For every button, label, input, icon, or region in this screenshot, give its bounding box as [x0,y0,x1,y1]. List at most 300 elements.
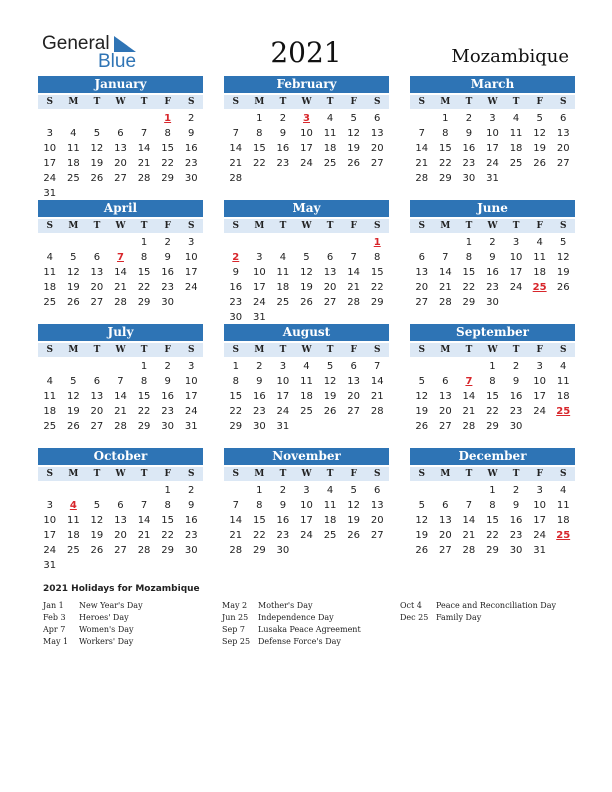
day-cell: 22 [161,530,174,541]
day-cell: 2 [164,237,171,248]
weekday-header [410,219,575,233]
holiday-name: Lusaka Peace Agreement [258,625,361,634]
day-cell: 25 [66,545,80,556]
weekday-label: S [46,469,54,479]
day-cell: 18 [556,515,570,526]
day-cell: 19 [347,143,360,154]
weekday-label: S [232,97,240,107]
day-cell: 9 [512,500,520,511]
weekday-label: S [418,97,426,107]
day-cell: 24 [184,282,198,293]
day-cell: 5 [93,128,101,139]
weekday-label: M [254,345,265,355]
day-cell: 30 [486,297,499,308]
holiday-name: New Year's Day [79,601,143,610]
weekday-header [38,343,203,357]
holiday-date: Dec 25 [400,613,429,622]
day-cell: 16 [252,391,266,402]
weekday-header [224,95,389,109]
day-cell: 1 [442,113,449,124]
weekday-header [38,467,203,481]
day-empty [109,359,133,374]
day-cell: 1 [489,485,496,496]
day-cell: 15 [370,267,384,278]
holiday-row [222,600,361,612]
day-grid [410,235,575,310]
day-cell: 9 [164,376,171,387]
day-cell: 18 [43,406,57,417]
weekday-label: S [373,469,381,479]
day-empty [410,359,434,374]
day-cell: 22 [137,282,151,293]
weekday-label: T [93,221,101,231]
day-cell: 22 [161,158,174,169]
day-cell: 1 [256,485,263,496]
day-cell: 29 [161,173,174,184]
weekday-label: S [373,221,381,231]
day-cell: 30 [462,173,476,184]
day-empty [434,483,458,498]
day-cell: 4 [326,113,334,124]
day-cell: 1 [489,361,496,372]
weekday-label: S [418,345,426,355]
weekday-header [410,467,575,481]
month-january [38,76,203,201]
day-cell: 3 [489,113,496,124]
day-cell: 16 [486,267,499,278]
day-cell: 24 [252,297,266,308]
day-grid [410,359,575,434]
day-cell: 9 [256,376,263,387]
holiday-row [222,612,361,624]
day-empty [85,483,109,498]
day-cell: 3 [279,361,287,372]
month-april [38,200,203,310]
weekday-label: S [232,469,240,479]
day-cell: 30 [509,545,523,556]
holiday-name: Mother's Day [258,601,313,610]
day-cell: 13 [370,500,384,511]
weekday-label: S [187,221,195,231]
weekday-label: F [164,469,171,479]
day-cell: 12 [415,515,429,526]
weekday-label: W [301,345,312,355]
day-cell: 23 [161,406,174,417]
day-cell: 25 [276,297,290,308]
holiday-row [43,600,143,612]
day-cell: 19 [533,143,546,154]
day-cell: 7 [140,500,148,511]
month-header: August [224,324,389,341]
day-empty [457,483,481,498]
day-cell: 11 [509,128,523,139]
day-cell: 22 [370,282,384,293]
day-cell: 28 [137,545,151,556]
holiday-name: Independence Day [258,613,334,622]
day-cell: 16 [161,391,174,402]
day-cell: 11 [66,143,80,154]
weekday-label: T [465,97,473,107]
day-cell: 18 [556,391,570,402]
month-header: September [410,324,575,341]
month-header: July [38,324,203,341]
day-cell: 2 [512,361,520,372]
day-grid [38,483,203,573]
day-cell: 8 [164,500,171,511]
day-cell: 13 [556,128,570,139]
day-cell: 31 [486,173,499,184]
month-march [410,76,575,186]
day-empty [109,235,133,250]
weekday-label: T [140,97,148,107]
weekday-label: W [301,97,312,107]
day-cell: 14 [114,267,127,278]
holiday-date: May 2 [222,601,248,610]
weekday-header [224,343,389,357]
day-cell: 19 [347,515,360,526]
day-cell: 21 [462,406,476,417]
weekday-label: M [68,345,79,355]
day-cell: 12 [533,128,546,139]
holiday-date: Feb 3 [43,613,66,622]
weekday-label: T [465,469,473,479]
weekday-header [410,95,575,109]
day-cell: 29 [438,173,452,184]
day-cell: 2 [188,113,195,124]
day-cell: 30 [276,545,290,556]
day-cell: 17 [486,143,499,154]
logo-text-general: General [42,33,110,54]
day-cell: 15 [137,267,151,278]
day-grid [38,235,203,310]
day-cell: 18 [509,143,523,154]
day-cell: 4 [560,485,567,496]
day-cell: 8 [374,252,381,263]
month-february [224,76,389,186]
day-cell: 30 [161,297,174,308]
day-cell: 5 [70,252,77,263]
weekday-label: F [536,345,543,355]
day-cell: 23 [161,282,174,293]
weekday-label: T [140,345,148,355]
day-cell: 9 [279,128,287,139]
weekday-label: T [93,345,101,355]
day-cell: 6 [374,113,381,124]
holiday-column [222,600,361,648]
holiday-name: Women's Day [79,625,134,634]
weekday-label: W [487,345,498,355]
day-cell: 3 [46,500,53,511]
day-cell: 2 [279,113,287,124]
day-cell: 26 [66,297,80,308]
month-header: February [224,76,389,93]
day-empty [132,111,156,126]
day-empty [38,235,62,250]
day-cell: 17 [43,530,57,541]
weekday-label: M [254,97,265,107]
weekday-label: W [115,345,126,355]
day-cell: 17 [533,391,546,402]
day-cell: 9 [512,376,520,387]
weekday-label: F [164,345,171,355]
day-cell: 10 [184,252,198,263]
day-empty [85,111,109,126]
day-empty [38,483,62,498]
day-cell: 1 [140,237,148,248]
day-cell: 6 [326,252,334,263]
day-cell: 4 [560,361,567,372]
day-cell: 8 [232,376,239,387]
day-empty [410,111,434,126]
day-cell: 7 [442,252,449,263]
day-cell: 28 [462,421,476,432]
day-cell: 23 [509,406,523,417]
day-cell-holiday: 2 [232,252,240,263]
weekday-label: T [140,469,148,479]
day-cell: 10 [509,252,523,263]
weekday-label: M [68,97,79,107]
day-cell: 20 [370,143,384,154]
weekday-label: T [512,345,520,355]
holiday-name: Peace and Reconciliation Day [436,601,556,610]
day-empty [224,483,248,498]
weekday-label: T [326,221,334,231]
day-cell: 31 [43,188,57,199]
day-cell: 19 [415,530,429,541]
day-cell: 5 [303,252,310,263]
day-cell: 17 [276,391,290,402]
day-grid [38,359,203,434]
day-cell: 4 [279,252,287,263]
holiday-date: Jun 25 [222,613,249,622]
day-cell: 27 [323,297,337,308]
day-cell: 11 [533,252,546,263]
day-cell: 3 [512,237,520,248]
month-header: April [38,200,203,217]
day-cell: 17 [300,515,313,526]
day-empty [62,359,86,374]
day-cell-holiday: 7 [465,376,473,387]
day-cell: 3 [256,252,263,263]
holiday-date: Oct 4 [400,601,422,610]
day-empty [85,359,109,374]
day-cell: 14 [114,391,127,402]
day-cell: 6 [418,252,425,263]
day-cell: 17 [533,515,546,526]
day-cell: 5 [70,376,77,387]
day-cell: 28 [462,545,476,556]
holiday-row [43,636,143,648]
day-cell: 19 [66,406,80,417]
weekday-label: M [254,221,265,231]
weekday-label: S [559,97,567,107]
day-cell: 27 [114,173,127,184]
day-cell: 17 [43,158,57,169]
day-cell: 6 [442,376,449,387]
day-cell: 9 [188,128,195,139]
day-empty [224,235,248,250]
day-cell: 4 [46,252,53,263]
weekday-label: W [115,221,126,231]
day-grid [410,111,575,186]
day-cell: 9 [164,252,171,263]
holiday-name: Defense Force's Day [258,637,341,646]
day-cell: 9 [465,128,473,139]
day-cell: 23 [509,530,523,541]
day-cell: 10 [300,500,313,511]
day-empty [38,111,62,126]
day-cell: 15 [161,143,174,154]
day-cell: 21 [229,530,243,541]
day-cell: 25 [323,158,337,169]
day-cell: 28 [137,173,151,184]
day-cell: 24 [533,530,546,541]
day-cell: 14 [229,515,243,526]
day-cell: 19 [415,406,429,417]
day-cell: 13 [438,515,452,526]
day-cell: 20 [323,282,337,293]
day-cell: 25 [43,421,57,432]
day-cell: 24 [509,282,523,293]
day-cell: 14 [347,267,360,278]
day-cell-holiday: 25 [556,406,571,417]
day-empty [295,235,319,250]
weekday-label: F [350,97,357,107]
day-cell: 11 [43,267,57,278]
day-cell-holiday: 4 [69,500,77,511]
holiday-date: Jan 1 [43,601,64,610]
weekday-label: F [536,469,543,479]
weekday-label: M [440,345,451,355]
day-cell: 20 [114,530,127,541]
day-cell: 21 [137,158,151,169]
day-cell: 3 [46,128,53,139]
day-cell: 8 [442,128,449,139]
day-cell: 21 [347,282,360,293]
day-cell: 29 [486,545,499,556]
day-cell: 19 [66,282,80,293]
day-cell: 21 [114,282,127,293]
day-cell: 13 [438,391,452,402]
day-empty [248,235,272,250]
day-cell: 15 [229,391,243,402]
weekday-label: F [350,221,357,231]
day-cell: 14 [462,515,476,526]
day-cell: 5 [418,376,425,387]
day-cell: 24 [184,406,198,417]
weekday-label: S [232,221,240,231]
day-cell: 7 [418,128,425,139]
day-grid [38,111,203,201]
month-header: June [410,200,575,217]
day-cell: 4 [46,376,53,387]
day-cell: 23 [184,530,198,541]
day-cell: 6 [442,500,449,511]
day-cell: 26 [90,545,104,556]
weekday-label: M [440,97,451,107]
day-cell: 24 [300,158,313,169]
day-cell: 12 [300,267,313,278]
day-cell: 20 [347,391,360,402]
day-cell: 20 [438,530,452,541]
day-cell-holiday: 25 [556,530,571,541]
day-cell: 13 [370,128,384,139]
holiday-name: Workers' Day [79,637,134,646]
day-cell: 29 [137,421,151,432]
day-cell: 23 [252,406,266,417]
weekday-label: F [350,469,357,479]
day-cell: 29 [161,545,174,556]
day-cell: 23 [462,158,476,169]
day-empty [318,235,342,250]
day-cell: 19 [300,282,313,293]
day-cell: 27 [90,421,104,432]
day-cell: 28 [114,297,127,308]
day-cell: 18 [66,530,80,541]
day-cell: 14 [229,143,243,154]
day-cell: 8 [256,128,263,139]
day-cell: 11 [556,500,570,511]
weekday-label: T [279,97,287,107]
day-cell: 10 [533,376,546,387]
holiday-row [400,612,556,624]
day-cell: 19 [556,267,570,278]
day-cell: 8 [465,252,473,263]
day-cell: 24 [300,530,313,541]
day-cell: 7 [350,252,357,263]
day-cell: 18 [323,515,337,526]
day-cell: 21 [438,282,452,293]
day-cell: 9 [188,500,195,511]
holiday-date: Apr 7 [43,625,66,634]
day-empty [224,111,248,126]
day-cell: 17 [184,391,198,402]
day-cell: 23 [486,282,499,293]
day-empty [410,483,434,498]
day-cell: 5 [536,113,543,124]
weekday-label: S [46,221,54,231]
day-cell: 4 [303,361,310,372]
weekday-header [224,467,389,481]
day-cell: 21 [137,530,151,541]
day-cell-holiday: 7 [117,252,124,263]
day-cell: 2 [188,485,195,496]
day-cell: 25 [43,297,57,308]
day-cell: 27 [370,158,384,169]
day-cell: 21 [462,530,476,541]
day-cell: 3 [536,485,543,496]
day-cell: 13 [90,267,104,278]
holiday-column [43,600,143,648]
day-empty [85,235,109,250]
day-cell: 26 [415,421,429,432]
day-cell: 4 [70,128,77,139]
day-empty [271,235,295,250]
day-cell: 12 [90,515,104,526]
day-cell: 29 [486,421,499,432]
day-cell: 22 [438,158,452,169]
day-cell: 20 [415,282,429,293]
weekday-header [224,219,389,233]
day-cell: 6 [350,361,357,372]
day-cell-holiday: 25 [532,282,547,293]
weekday-label: M [68,221,79,231]
day-cell: 5 [350,113,357,124]
day-cell: 15 [137,391,151,402]
day-cell: 20 [90,282,104,293]
day-cell: 16 [184,143,198,154]
day-grid [410,483,575,558]
